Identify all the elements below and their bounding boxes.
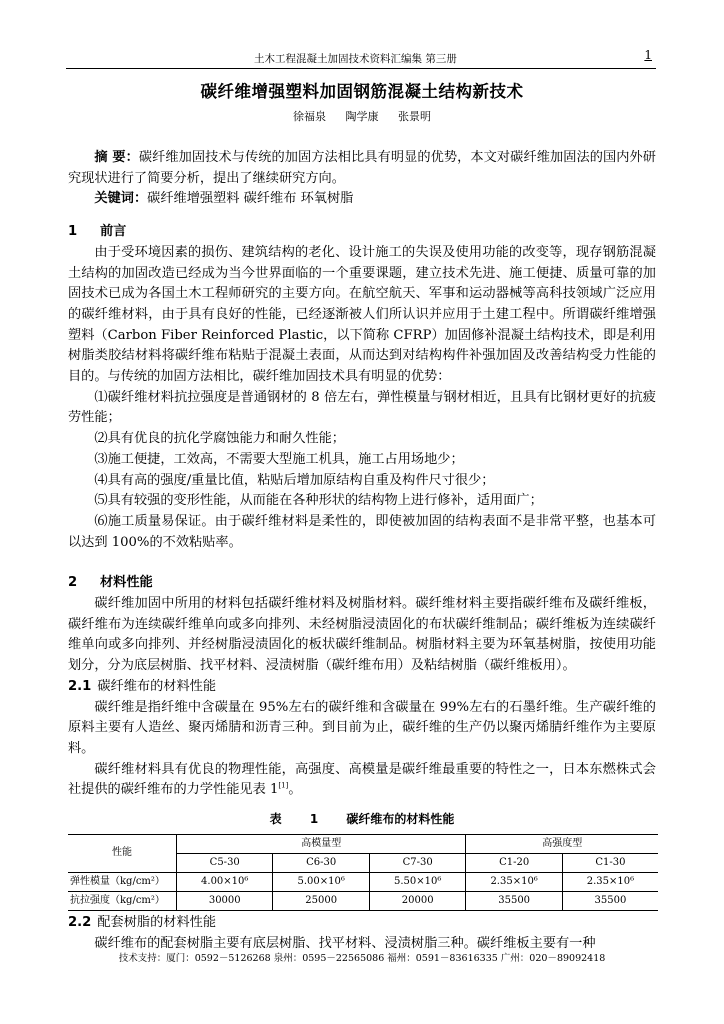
subsection-2-1-title: 碳纤维布的材料性能 — [97, 678, 217, 694]
table-row-label: 弹性模量（kg/cm²） — [68, 872, 177, 891]
table-cell: 5.50×10⁶ — [369, 872, 465, 891]
table-cell: 4.00×10⁶ — [177, 872, 273, 891]
abstract-label: 摘 要： — [94, 150, 139, 165]
section-2-intro: 碳纤维加固中所用的材料包括碳纤维材料及树脂材料。碳纤维材料主要指碳纤维布及碳纤维板，碳纤维布为连续碳纤维单向或多向排列、未经树脂浸渍固化的布状碳纤维制品；碳纤维板为连续碳纤维单向或多向排列、并经树脂浸渍固化的板状碳纤维制品。树脂材料主要为环氧基树脂，按使用功能划分，分为底层树脂、找平材料、浸渍树脂（碳纤维布用）及粘结树脂（碳纤维板用）。 — [68, 596, 656, 674]
table-row — [68, 891, 658, 910]
subsection-2-2-title: 配套树脂的材料性能 — [97, 914, 217, 930]
subsection-2-2-heading — [68, 913, 656, 934]
section-1-intro: 由于受环境因素的损伤、建筑结构的老化、设计施工的失误及使用功能的改变等，现存钢筋混凝土结构的加固改造已经成为当今世界面临的一个重要课题，建立技术先进、施工便捷、质量可靠的加固技术已成为各国土木工程师研究的主要方向。在航空航天、军事和运动器械等高科技领域广泛应用的碳纤维材料，由于具有良好的性能，已经逐渐被人们所认识并应用于土建工程中。所谓碳纤维增强塑料（Carbon Fiber Reinforced Plastic，以下简称 CFRP）加固修补混凝土结构技术，即是利用树脂类胶结材料将碳纤维布粘贴于混凝土表面，从而达到对结构构件补强加固及改善结构受力性能的目的。与传统的加固方法相比，碳纤维加固技术具有明显的优势： — [68, 244, 656, 385]
section-2-heading — [68, 573, 656, 594]
authors: 徐福泉 陶学康 张景明 — [293, 110, 431, 123]
table-cell: 2.35×10⁶ — [562, 872, 658, 891]
table-column-header: C1-20 — [466, 853, 562, 872]
subsection-2-1-para-2 — [68, 760, 656, 801]
keywords-label: 关键词： — [94, 191, 148, 207]
table-group-high-modulus: 高模量型 — [177, 834, 466, 853]
table-cell: 5.00×10⁶ — [273, 872, 369, 891]
para-2-text: 碳纤维材料具有优良的物理性能，高强度、高模量是碳纤维最重要的特性之一，日本东燃株式会社提供的碳纤维布的力学性能见表 1 — [68, 761, 656, 798]
table-column-header: C7-30 — [369, 853, 465, 872]
section-2-number: 2 — [68, 575, 78, 591]
table-column-header: C1-30 — [562, 853, 658, 872]
advantage-item: ⑵具有优良的抗化学腐蚀能力和耐久性能； — [94, 431, 345, 447]
page-footer: 技术支持：厦门：0592－5126268 泉州：0595－22565086 福州：0591－83616335 广州：020－89092418 — [118, 953, 606, 964]
advantage-item: ⑴碳纤维材料抗拉强度是普通钢材的 8 倍左右，弹性模量与钢材相近，且具有比钢材更好的抗疲劳性能； — [68, 389, 656, 426]
table-cell: 35500 — [466, 891, 562, 910]
table-row-label: 抗拉强度（kg/cm²） — [68, 891, 177, 910]
subsection-2-2-number: 2.2 — [68, 914, 92, 930]
table-column-header: C6-30 — [273, 853, 369, 872]
table-cell: 35500 — [562, 891, 658, 910]
table-column-header: C5-30 — [177, 853, 273, 872]
table-cell: 30000 — [177, 891, 273, 910]
section-1-number: 1 — [68, 224, 78, 240]
header-title: 土木工程混凝土加固技术资料汇编集 第三册 — [254, 53, 457, 65]
section-1-heading — [68, 222, 656, 243]
keywords — [68, 189, 656, 210]
subsection-2-1-number: 2.1 — [68, 678, 92, 694]
subsection-2-2-para-1: 碳纤维布的配套树脂主要有底层树脂、找平材料、浸渍树脂三种。碳纤维板主要有一种 — [94, 935, 596, 951]
citation-ref: [1] — [278, 782, 289, 790]
table-caption: 表 1 碳纤维布的材料性能 — [269, 812, 455, 827]
table-cell: 25000 — [273, 891, 369, 910]
material-properties-table — [68, 834, 658, 911]
table-row-header: 性能 — [68, 834, 177, 872]
advantage-item: ⑷具有高的强度/重量比值，粘贴后增加原结构自重及构件尺寸很少； — [94, 472, 495, 488]
section-2-title: 材料性能 — [100, 575, 153, 591]
table-cell: 20000 — [369, 891, 465, 910]
page-number: 1 — [644, 48, 652, 62]
paper-body — [68, 148, 656, 954]
running-header — [66, 50, 656, 69]
abstract — [68, 148, 656, 189]
subsection-2-1-heading — [68, 677, 656, 698]
paper-title: 碳纤维增强塑料加固钢筋混凝土结构新技术 — [200, 82, 524, 101]
advantage-item: ⑹施工质量易保证。由于碳纤维材料是柔性的，即使被加固的结构表面不是非常平整，也基本可以达到 100%的不效粘贴率。 — [68, 513, 656, 550]
section-1-title: 前言 — [100, 224, 127, 240]
table-row — [68, 872, 658, 891]
keywords-text: 碳纤维增强塑料 碳纤维布 环氧树脂 — [147, 191, 354, 207]
subsection-2-1-para-1: 碳纤维是指纤维中含碳量在 95%左右的碳纤维和含碳量在 99%左右的石墨纤维。生产碳纤维的原料主要有人造丝、聚丙烯腈和沥青三种。到目前为止，碳纤维的生产仍以聚丙烯腈纤维作为主要原料。 — [68, 699, 656, 756]
advantage-item: ⑸具有较强的变形性能，从而能在各种形状的结构物上进行修补，适用面广； — [94, 493, 543, 509]
advantage-item: ⑶施工便捷，工效高，不需要大型施工机具，施工占用场地少； — [94, 451, 464, 467]
para-2-end: 。 — [288, 782, 302, 798]
abstract-text: 碳纤维加固技术与传统的加固方法相比具有明显的优势，本文对碳纤维加固法的国内外研究现状进行了简要分析，提出了继续研究方向。 — [68, 150, 656, 186]
table-cell: 2.35×10⁶ — [466, 872, 562, 891]
table-group-high-strength: 高强度型 — [466, 834, 658, 853]
